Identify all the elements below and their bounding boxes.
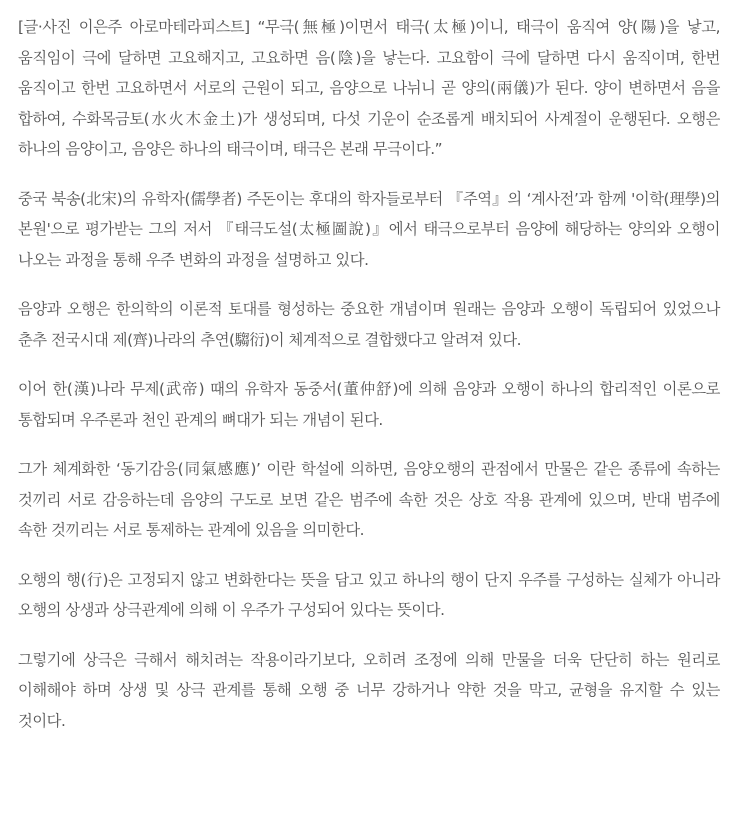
paragraph-sanggeuk-balance: 그렇기에 상극은 극해서 해치려는 작용이라기보다, 오히려 조정에 의해 만물을 더욱 단단히 하는 원리로 이해해야 하며 상생 및 상극 관계를 통해 오행 중 너무 강하거나 약한 것을 막고, 균형을 유지할 수 있는 것이다.	[18, 650, 720, 730]
paragraph-haeng-meaning: 오행의 행(行)은 고정되지 않고 변화한다는 뜻을 담고 있고 하나의 행이 단지 우주를 구성하는 실체가 아니라 오행의 상생과 상극관계에 의해 이 우주가 구성되어 있다는 뜻이다.	[18, 570, 720, 619]
paragraph-zhou-dunyi: 중국 북송(北宋)의 유학자(儒學者) 주돈이는 후대의 학자들로부터 『주역』의 ‘계사전’과 함께 '이학(理學)의 본원'으로 평가받는 그의 저서 『태극도설(太極圖說)』에서 태극으로부터 음양에 해당하는 양의와 오행이 나오는 과정을 통해 우주 변화의 과정을 설명하고 있다.	[18, 189, 720, 269]
paragraph-yinyang-origin: 음양과 오행은 한의학의 이론적 토대를 형성하는 중요한 개념이며 원래는 음양과 오행이 독립되어 있었으나 춘추 전국시대 제(齊)나라의 추연(騶衍)이 체계적으로 결합했다고 알려져 있다.	[18, 300, 720, 349]
article-body	[18, 12, 720, 755]
paragraph-donggi-gameung: 그가 체계화한 ‘동기감응(同氣感應)’ 이란 학설에 의하면, 음양오행의 관점에서 만물은 같은 종류에 속하는 것끼리 서로 감응하는데 음양의 구도로 보면 같은 범주에 속한 것은 상호 작용 관계에 있으며, 반대 범주에 속한 것끼리는 서로 통제하는 관계에 있음을 의미한다.	[18, 460, 720, 539]
paragraph-dong-zhongshu: 이어 한(漢)나라 무제(武帝) 때의 유학자 동중서(董仲舒)에 의해 음양과 오행이 하나의 합리적인 이론으로 통합되며 우주론과 천인 관계의 뼈대가 되는 개념이 된다.	[18, 380, 720, 429]
paragraph-intro-quote: [글·사진 이은주 아로마테라피스트] “무극(無極)이면서 태극(太極)이니, 태극이 움직여 양(陽)을 낳고, 움직임이 극에 달하면 고요해지고, 고요하면 음(陰)을 낳는다. 고요함이 극에 달하면 다시 움직이며, 한번 움직이고 한번 고요하면서 서로의 근원이 되고, 음양으로 나뉘니 곧 양의(兩儀)가 된다. 양이 변하면서 음을 합하여, 수화목금토(水火木金土)가 생성되며, 다섯 기운이 순조롭게 배치되어 사계절이 운행된다. 오행은 하나의 음양이고, 음양은 하나의 태극이며, 태극은 본래 무극이다.”	[18, 18, 720, 158]
